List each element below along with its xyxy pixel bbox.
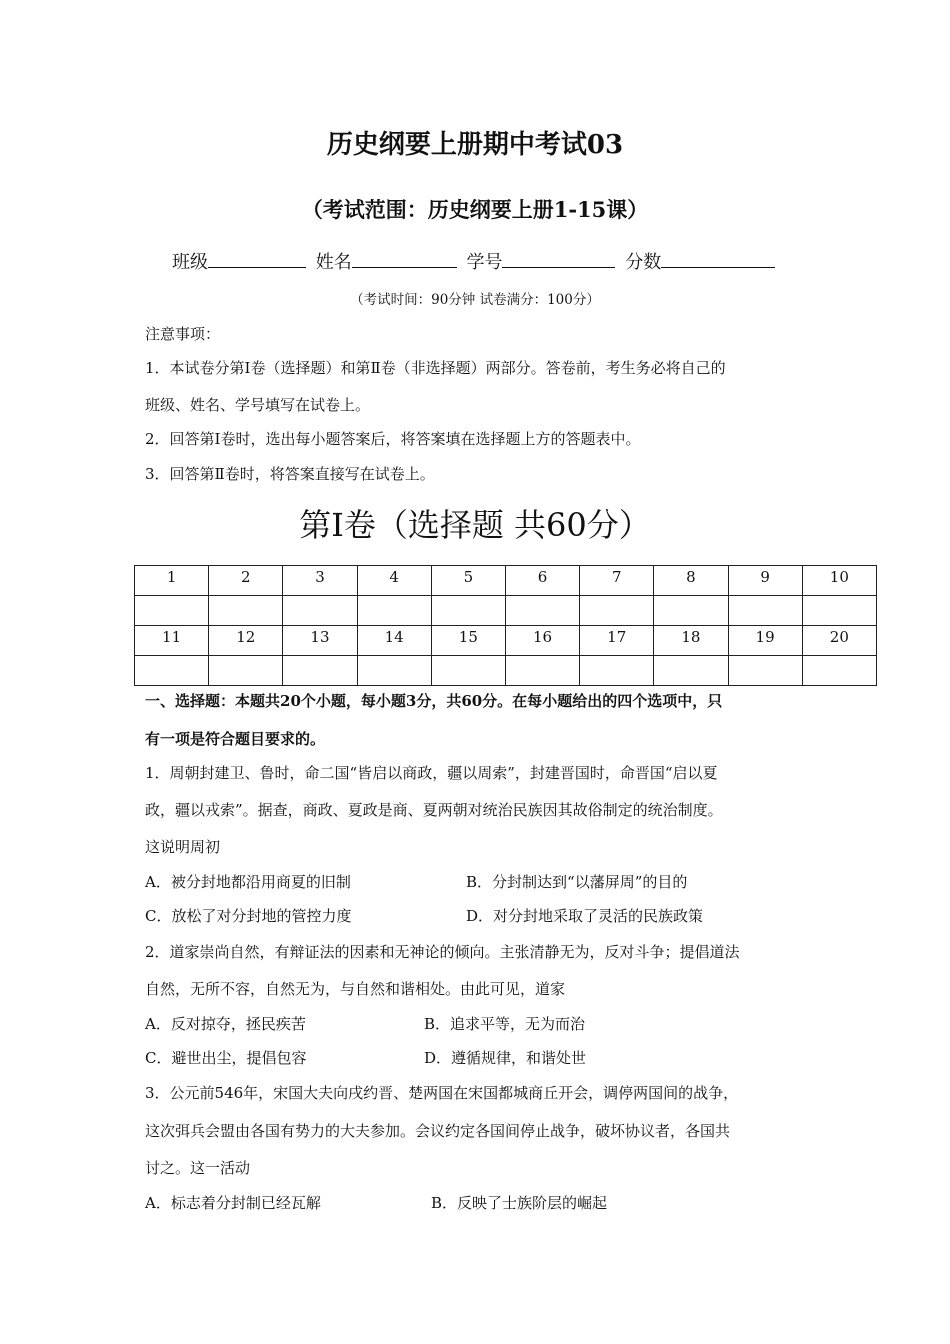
- id-blank: [502, 249, 615, 268]
- answer-cell[interactable]: [209, 656, 283, 686]
- question-2-text: 自然，无所不容，自然无为，与自然和谐相处。由此可见，道家: [145, 980, 566, 998]
- exam-time-info: （考试时间：90分钟 试卷满分：100分）: [350, 292, 600, 308]
- answer-cell[interactable]: [209, 596, 283, 626]
- student-info-line: [172, 248, 779, 274]
- score-blank: [661, 249, 775, 268]
- notes-item: 2．回答第Ⅰ卷时，选出每小题答案后，将答案填在选择题上方的答题表中。: [145, 430, 641, 448]
- score-label: 分数: [625, 252, 662, 273]
- class-label: 班级: [172, 252, 208, 273]
- answer-cell[interactable]: [283, 596, 357, 626]
- section-one-heading: 第Ⅰ卷（选择题 共60分）: [299, 506, 651, 544]
- answer-cell[interactable]: [505, 596, 579, 626]
- question-2-option-d[interactable]: D．遵循规律，和谐处世: [424, 1049, 587, 1067]
- answer-table-number-row: [135, 566, 877, 596]
- question-3-text: 讨之。这一活动: [145, 1159, 251, 1177]
- answer-number: 19: [728, 626, 802, 656]
- answer-table-number-row: [135, 626, 877, 656]
- answer-number: 9: [728, 566, 802, 596]
- question-3-text: 这次弭兵会盟由各国有势力的大夫参加。会议约定各国间停止战争，破坏协议者，各国共: [145, 1122, 731, 1140]
- question-2-text: 2．道家崇尚自然，有辩证法的因素和无神论的倾向。主张清静无为，反对斗争；提倡道法: [145, 943, 740, 961]
- answer-cell[interactable]: [728, 656, 802, 686]
- question-1-option-d[interactable]: D．对分封地采取了灵活的民族政策: [466, 907, 704, 925]
- question-2-option-a[interactable]: A．反对掠夺，拯民疾苦: [145, 1015, 306, 1033]
- question-1-text: 政，疆以戎索”。据查，商政、夏政是商、夏两朝对统治民族因其故俗制定的统治制度。: [145, 801, 723, 819]
- answer-cell[interactable]: [654, 596, 728, 626]
- answer-cell[interactable]: [357, 596, 431, 626]
- answer-cell[interactable]: [431, 656, 505, 686]
- exam-scope-subtitle: （考试范围：历史纲要上册1-15课）: [301, 197, 649, 222]
- question-1-text: 1．周朝封建卫、鲁时，命二国“皆启以商政，疆以周索”，封建晋国时，命晋国“启以夏: [145, 764, 718, 782]
- id-label: 学号: [466, 252, 503, 273]
- answer-table-blank-row: [135, 596, 877, 626]
- answer-number: 4: [357, 566, 431, 596]
- answer-number: 10: [802, 566, 876, 596]
- answer-cell[interactable]: [728, 596, 802, 626]
- question-2-option-b[interactable]: B．追求平等，无为而治: [424, 1015, 586, 1033]
- class-blank: [208, 249, 306, 268]
- page-title: 历史纲要上册期中考试03: [326, 130, 624, 160]
- part-one-instruction: 一、选择题：本题共20个小题，每小题3分，共60分。在每小题给出的四个选项中，只: [145, 692, 723, 710]
- notes-item: 3．回答第Ⅱ卷时，将答案直接写在试卷上。: [145, 465, 435, 483]
- question-1-option-b[interactable]: B．分封制达到“以藩屏周”的目的: [466, 873, 688, 891]
- answer-cell[interactable]: [654, 656, 728, 686]
- answer-cell[interactable]: [283, 656, 357, 686]
- answer-cell[interactable]: [580, 656, 654, 686]
- answer-number: 11: [135, 626, 209, 656]
- question-1-text: 这说明周初: [145, 838, 221, 856]
- answer-number: 16: [505, 626, 579, 656]
- question-3-option-a[interactable]: A．标志着分封制已经瓦解: [145, 1194, 321, 1212]
- name-blank: [352, 249, 457, 268]
- answer-number: 14: [357, 626, 431, 656]
- answer-number: 3: [283, 566, 357, 596]
- answer-number: 17: [580, 626, 654, 656]
- question-3-text: 3．公元前546年，宋国大夫向戌约晋、楚两国在宋国都城商丘开会，调停两国间的战争，: [145, 1084, 739, 1102]
- part-one-instruction: 有一项是符合题目要求的。: [145, 730, 326, 748]
- answer-number: 15: [431, 626, 505, 656]
- answer-cell[interactable]: [135, 656, 209, 686]
- answer-cell[interactable]: [505, 656, 579, 686]
- notes-item: 班级、姓名、学号填写在试卷上。: [145, 396, 371, 414]
- answer-cell[interactable]: [431, 596, 505, 626]
- answer-number: 8: [654, 566, 728, 596]
- answer-number: 18: [654, 626, 728, 656]
- answer-cell[interactable]: [580, 596, 654, 626]
- answer-cell[interactable]: [802, 596, 876, 626]
- answer-number: 13: [283, 626, 357, 656]
- question-2-option-c[interactable]: C．避世出尘，提倡包容: [145, 1049, 307, 1067]
- answer-number: 12: [209, 626, 283, 656]
- question-3-option-b[interactable]: B．反映了士族阶层的崛起: [431, 1194, 608, 1212]
- answer-number: 2: [209, 566, 283, 596]
- answer-cell[interactable]: [802, 656, 876, 686]
- answer-table-blank-row: [135, 656, 877, 686]
- answer-table: [134, 565, 877, 686]
- answer-number: 20: [802, 626, 876, 656]
- notes-heading: 注意事项：: [145, 325, 221, 343]
- answer-cell[interactable]: [135, 596, 209, 626]
- question-1-option-a[interactable]: A．被分封地都沿用商夏的旧制: [145, 873, 351, 891]
- name-label: 姓名: [315, 252, 352, 273]
- answer-number: 6: [505, 566, 579, 596]
- notes-item: 1．本试卷分第Ⅰ卷（选择题）和第Ⅱ卷（非选择题）两部分。答卷前，考生务必将自己的: [145, 359, 726, 377]
- answer-number: 5: [431, 566, 505, 596]
- question-1-option-c[interactable]: C．放松了对分封地的管控力度: [145, 907, 352, 925]
- answer-number: 7: [580, 566, 654, 596]
- answer-cell[interactable]: [357, 656, 431, 686]
- answer-number: 1: [135, 566, 209, 596]
